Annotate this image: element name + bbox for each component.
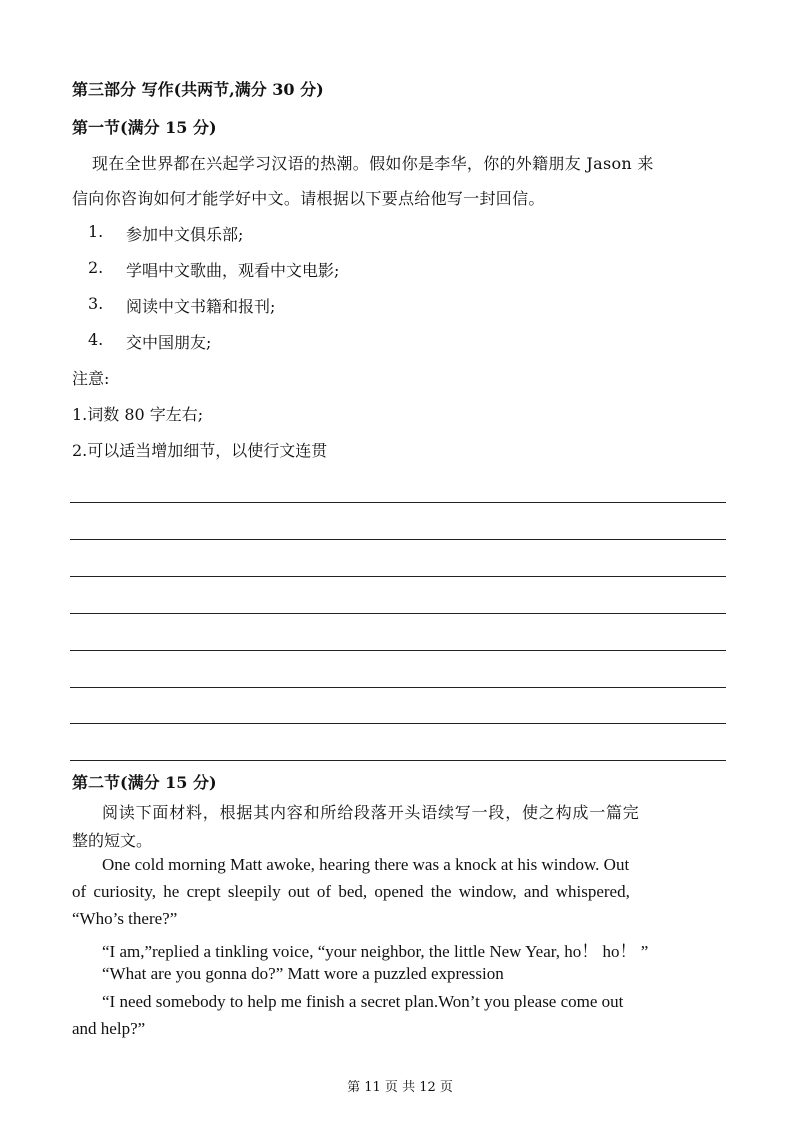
section1-title: 第一节(满分 15 分) (72, 118, 217, 137)
story-line: of curiosity, he crept sleepily out of bed, opened the window, and whispered, (72, 882, 630, 901)
story-line: and help?” (72, 1019, 146, 1038)
story-line: One cold morning Matt awoke, hearing there was a knock at his window. Out (102, 855, 630, 874)
story-line: “Who’s there?” (72, 909, 178, 928)
section1-prompt-line1: 现在全世界都在兴起学习汉语的热潮。假如你是李华，你的外籍朋友 Jason 来 (92, 154, 654, 173)
point-number: 4. (88, 330, 104, 349)
answer-line (70, 539, 726, 540)
story-line: “I need somebody to help me finish a secret plan.Won’t you please come out (102, 992, 624, 1011)
answer-line (70, 687, 726, 688)
answer-line (70, 650, 726, 651)
section2-intro-line1: 阅读下面材料，根据其内容和所给段落开头语续写一段，使之构成一篇完 (102, 803, 640, 822)
point-number: 2. (88, 258, 104, 277)
point-text: 阅读中文书籍和报刊; (126, 297, 276, 316)
answer-line (70, 576, 726, 577)
point-number: 1. (88, 222, 104, 241)
section1-prompt-line2: 信向你咨询如何才能学好中文。请根据以下要点给他写一封回信。 (72, 189, 545, 208)
note-item: 2.可以适当增加细节，以使行文连贯 (72, 441, 328, 460)
answer-line (70, 723, 726, 724)
page-number-footer: 第 11 页 共 12 页 (347, 1080, 453, 1095)
point-number: 3. (88, 294, 104, 313)
answer-line (70, 613, 726, 614)
point-text: 学唱中文歌曲，观看中文电影; (126, 261, 340, 280)
section2-title: 第二节(满分 15 分) (72, 773, 217, 792)
answer-line (70, 760, 726, 761)
section2-intro-line2: 整的短文。 (72, 831, 153, 850)
answer-line (70, 502, 726, 503)
notes-title: 注意: (72, 369, 110, 388)
story-line: “What are you gonna do?” Matt wore a puzzled expression (102, 964, 504, 983)
point-text: 参加中文俱乐部; (126, 225, 244, 244)
part3-title: 第三部分 写作(共两节,满分 30 分) (72, 80, 324, 99)
note-item: 1.词数 80 字左右; (72, 405, 204, 424)
point-text: 交中国朋友; (126, 333, 212, 352)
story-line: “I am,”replied a tinkling voice, “your neighbor, the little New Year, ho！ ho！ ” (102, 942, 649, 961)
